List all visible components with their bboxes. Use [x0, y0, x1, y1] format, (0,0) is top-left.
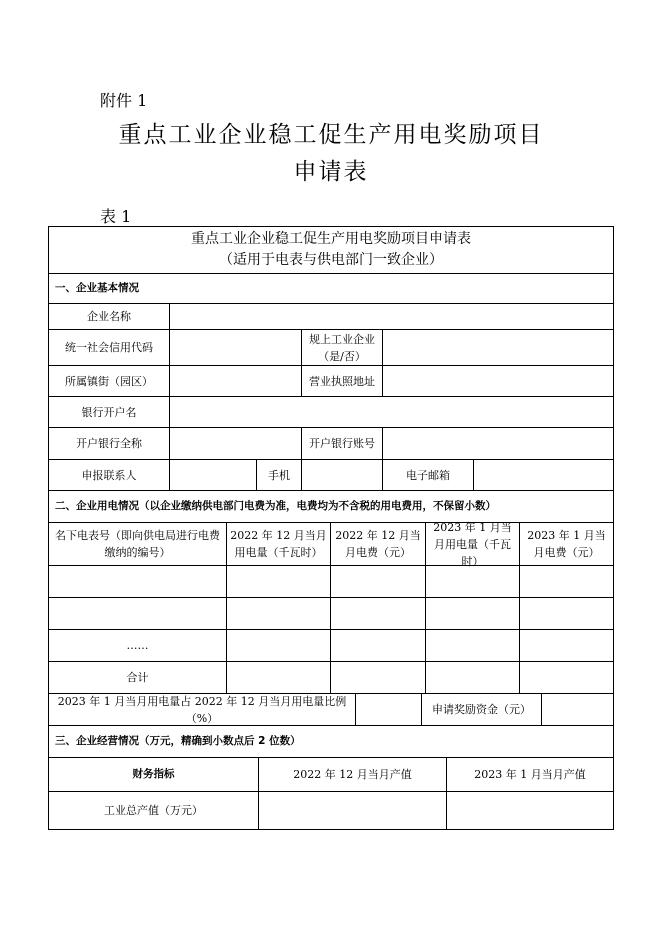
subsidy-field[interactable]	[541, 693, 614, 726]
above-scale-label: 规上工业企业（是/否）	[301, 329, 383, 366]
section-operation: 三、企业经营情况（万元，精确到小数点后 2 位数）	[48, 725, 614, 758]
email-label: 电子邮箱	[382, 459, 474, 491]
bank-account-name-field[interactable]	[169, 396, 614, 428]
fin-jan-header: 2023 年 1 月当月产值	[446, 757, 614, 792]
license-address-label: 营业执照地址	[301, 365, 383, 397]
bank-full-name-field[interactable]	[169, 427, 302, 460]
meter-row-1-meter[interactable]	[48, 565, 227, 598]
usage-ratio-field[interactable]	[355, 693, 422, 726]
section-electricity: 二、企业用电情况（以企业缴纳供电部门电费为准，电费均为不含税的用电费用，不保留小数）	[48, 490, 614, 523]
table-label: 表 1	[100, 207, 132, 226]
town-field[interactable]	[169, 365, 302, 397]
meter-row-3-jan-usage[interactable]	[425, 629, 520, 662]
table-header-note: （适用于电表与供电部门一致企业）	[219, 252, 443, 268]
document-title: 重点工业企业稳工促生产用电奖励项目	[118, 122, 544, 148]
meter-row-ellipsis: ……	[48, 629, 227, 662]
dec-fee-header: 2022 年 12 月当月电费（元）	[330, 522, 426, 566]
company-name-field[interactable]	[169, 303, 614, 330]
meter-row-2-meter[interactable]	[48, 597, 227, 630]
total-jan-fee[interactable]	[519, 661, 614, 694]
meter-row-1-jan-usage[interactable]	[425, 565, 520, 598]
meter-row-2-jan-fee[interactable]	[519, 597, 614, 630]
industrial-output-jan-field[interactable]	[446, 791, 614, 830]
meter-number-header: 名下电表号（即向供电局进行电费缴纳的编号）	[48, 522, 227, 566]
meter-row-3-dec-usage[interactable]	[226, 629, 331, 662]
jan-usage-header: 2023 年 1 月当月用电量（千瓦时）	[425, 522, 520, 566]
total-dec-usage[interactable]	[226, 661, 331, 694]
mobile-label: 手机	[256, 459, 302, 491]
attachment-label: 附件 1	[100, 91, 148, 110]
meter-row-1-dec-fee[interactable]	[330, 565, 426, 598]
mobile-field[interactable]	[301, 459, 383, 491]
meter-row-2-jan-usage[interactable]	[425, 597, 520, 630]
industrial-output-label: 工业总产值（万元）	[48, 791, 259, 830]
meter-row-2-dec-fee[interactable]	[330, 597, 426, 630]
above-scale-field[interactable]	[382, 329, 614, 366]
total-label: 合计	[48, 661, 227, 694]
meter-row-3-jan-fee[interactable]	[519, 629, 614, 662]
industrial-output-dec-field[interactable]	[258, 791, 447, 830]
license-address-field[interactable]	[382, 365, 614, 397]
contact-label: 申报联系人	[48, 459, 170, 491]
subsidy-label: 申请奖励资金（元）	[421, 693, 542, 726]
bank-full-name-label: 开户银行全称	[48, 427, 170, 460]
bank-account-name-label: 银行开户名	[48, 396, 170, 428]
total-jan-usage[interactable]	[425, 661, 520, 694]
company-name-label: 企业名称	[48, 303, 170, 330]
meter-row-1-dec-usage[interactable]	[226, 565, 331, 598]
meter-row-1-jan-fee[interactable]	[519, 565, 614, 598]
dec-usage-header: 2022 年 12 月当月用电量（千瓦时）	[226, 522, 331, 566]
usage-ratio-label: 2023 年 1 月当月用电量占 2022 年 12 月当月用电量比例（%）	[48, 693, 356, 726]
contact-field[interactable]	[169, 459, 257, 491]
document-subtitle: 申请表	[293, 159, 369, 185]
table-header-title: 重点工业企业稳工促生产用电奖励项目申请表	[191, 231, 471, 247]
section-basic-info: 一、企业基本情况	[48, 273, 614, 304]
meter-row-3-dec-fee[interactable]	[330, 629, 426, 662]
credit-code-label: 统一社会信用代码	[48, 329, 170, 366]
meter-row-2-dec-usage[interactable]	[226, 597, 331, 630]
table-header	[48, 226, 614, 274]
credit-code-field[interactable]	[169, 329, 302, 366]
fin-dec-header: 2022 年 12 月当月产值	[258, 757, 447, 792]
fin-indicator-header: 财务指标	[48, 757, 259, 792]
town-label: 所属镇街（园区）	[48, 365, 170, 397]
email-field[interactable]	[473, 459, 614, 491]
bank-account-no-label: 开户银行账号	[301, 427, 383, 460]
application-form-table	[48, 226, 614, 830]
bank-account-no-field[interactable]	[382, 427, 614, 460]
jan-fee-header: 2023 年 1 月当月电费（元）	[519, 522, 614, 566]
total-dec-fee[interactable]	[330, 661, 426, 694]
